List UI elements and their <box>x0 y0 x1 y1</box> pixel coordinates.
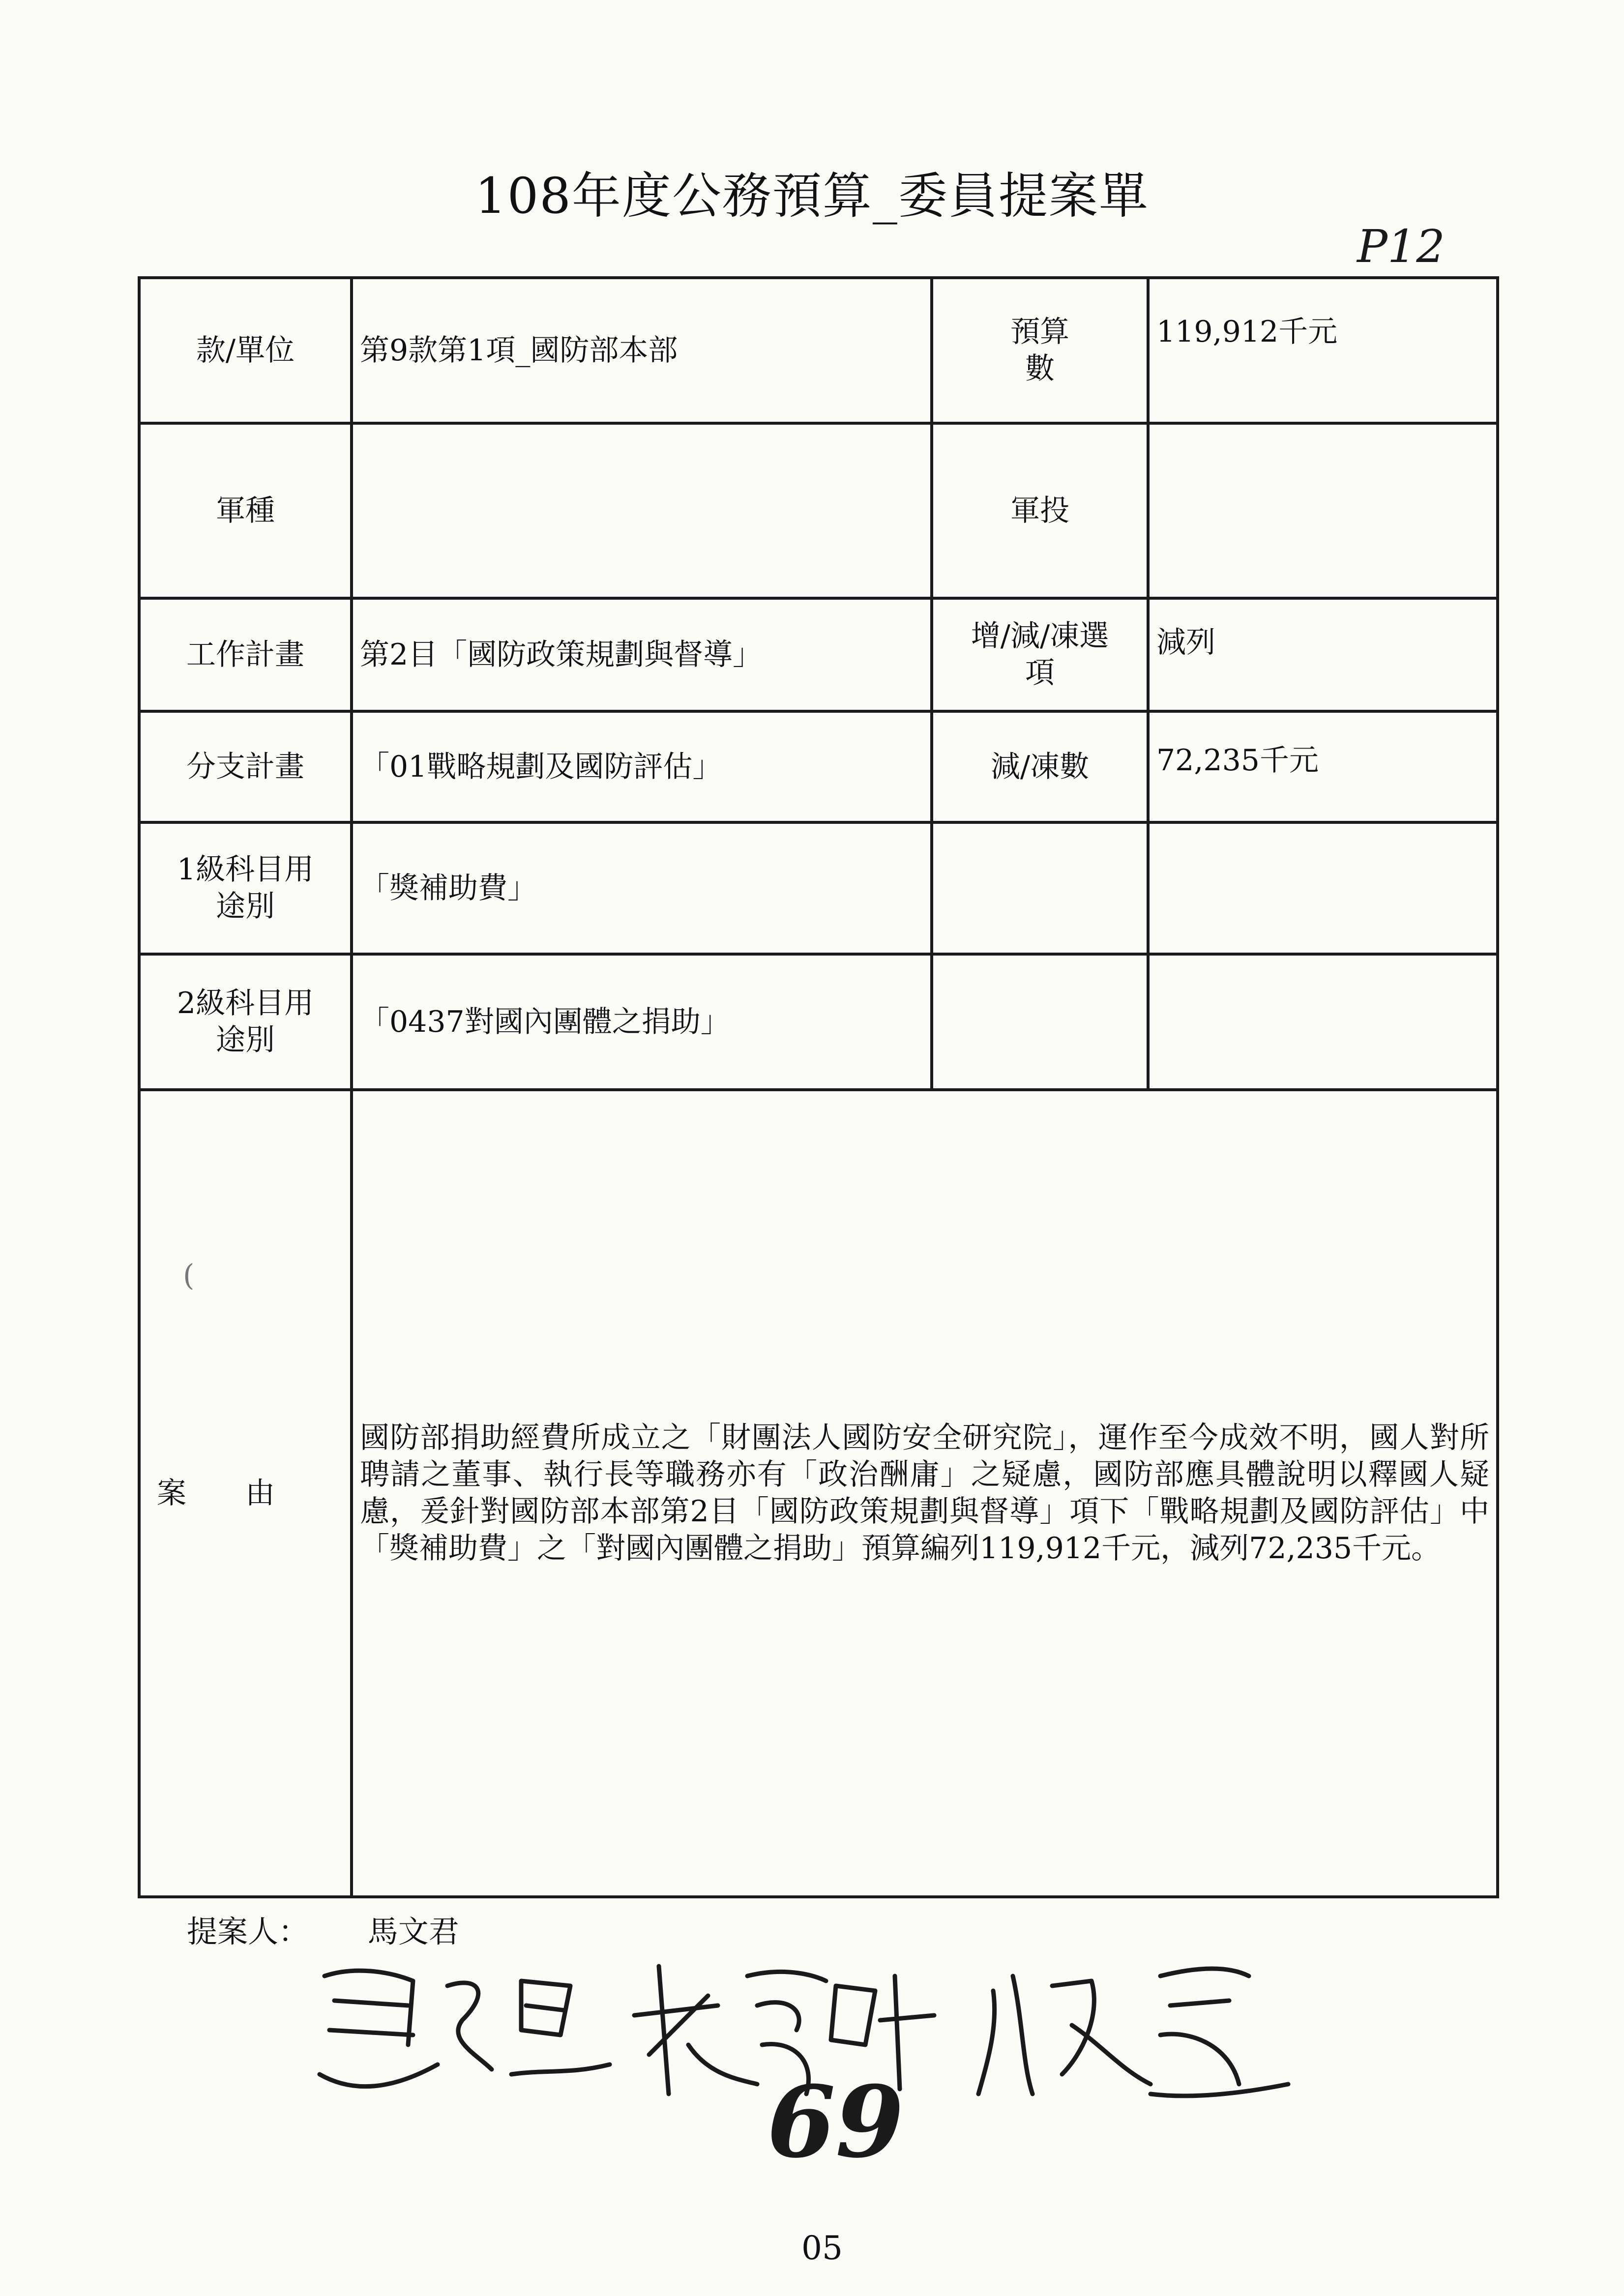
value-cut-amount: 72,235千元 <box>1148 711 1498 822</box>
signature-1 <box>320 1971 610 2087</box>
reason-text: 國防部捐助經費所成立之「財團法人國防安全研究院」，運作至今成效不明，國人對所聘請之董事、執行長等職務亦有「政治酬庸」之疑慮，國防部應具體說明以釋國人疑慮，爰針對國防部本部第2目「國防政策規劃與督導」項下「戰略規劃及國防評估」中「獎補助費」之「對國內團體之捐助」預算編列119,912千元，減列72,235千元。 <box>352 1090 1498 1897</box>
value-level2: 「0437對國內團體之捐助」 <box>352 954 932 1090</box>
value-service <box>352 423 932 598</box>
row-service <box>139 423 1498 598</box>
stray-mark: ( <box>183 1258 195 1293</box>
label-reason: 案由 <box>139 1090 352 1897</box>
label-option: 增/減/凍選項 <box>932 598 1148 711</box>
value-budget: 119,912千元 <box>1148 278 1498 423</box>
row-level1 <box>139 822 1498 954</box>
proposal-form-table <box>138 276 1499 1898</box>
label-budget: 預算數 <box>932 278 1148 423</box>
value-work-plan: 第2目「國防政策規劃與督導」 <box>352 598 932 711</box>
proposer-line <box>187 1907 459 1951</box>
signature-3 <box>978 1969 1288 2096</box>
row-work-plan <box>139 598 1498 711</box>
value-level1: 「獎補助費」 <box>352 822 932 954</box>
form-title: 108年度公務預算_委員提案單 <box>475 167 1149 225</box>
label-work-plan: 工作計畫 <box>139 598 352 711</box>
label-level2: 2級科目用途別 <box>139 954 352 1090</box>
proposer-name: 馬文君 <box>367 1914 459 1949</box>
handwritten-number: 69 <box>767 2064 904 2180</box>
row-reason <box>139 1090 1498 1897</box>
value-investment <box>1148 423 1498 598</box>
value-option: 減列 <box>1148 598 1498 711</box>
proposer-label: 提案人： <box>187 1914 309 1949</box>
row-branch-plan <box>139 711 1498 822</box>
label-branch-plan: 分支計畫 <box>139 711 352 822</box>
handwritten-page-mark: P12 <box>1357 220 1445 273</box>
page-number: 05 <box>801 2229 843 2267</box>
row-unit <box>139 278 1498 423</box>
value-unit: 第9款第1項_國防部本部 <box>352 278 932 423</box>
label-service: 軍種 <box>139 423 352 598</box>
label-unit: 款/單位 <box>139 278 352 423</box>
label-cut-amount: 減/凍數 <box>932 711 1148 822</box>
row-level2 <box>139 954 1498 1090</box>
label-level1: 1級科目用途別 <box>139 822 352 954</box>
label-investment: 軍投 <box>932 423 1148 598</box>
value-branch-plan: 「01戰略規劃及國防評估」 <box>352 711 932 822</box>
